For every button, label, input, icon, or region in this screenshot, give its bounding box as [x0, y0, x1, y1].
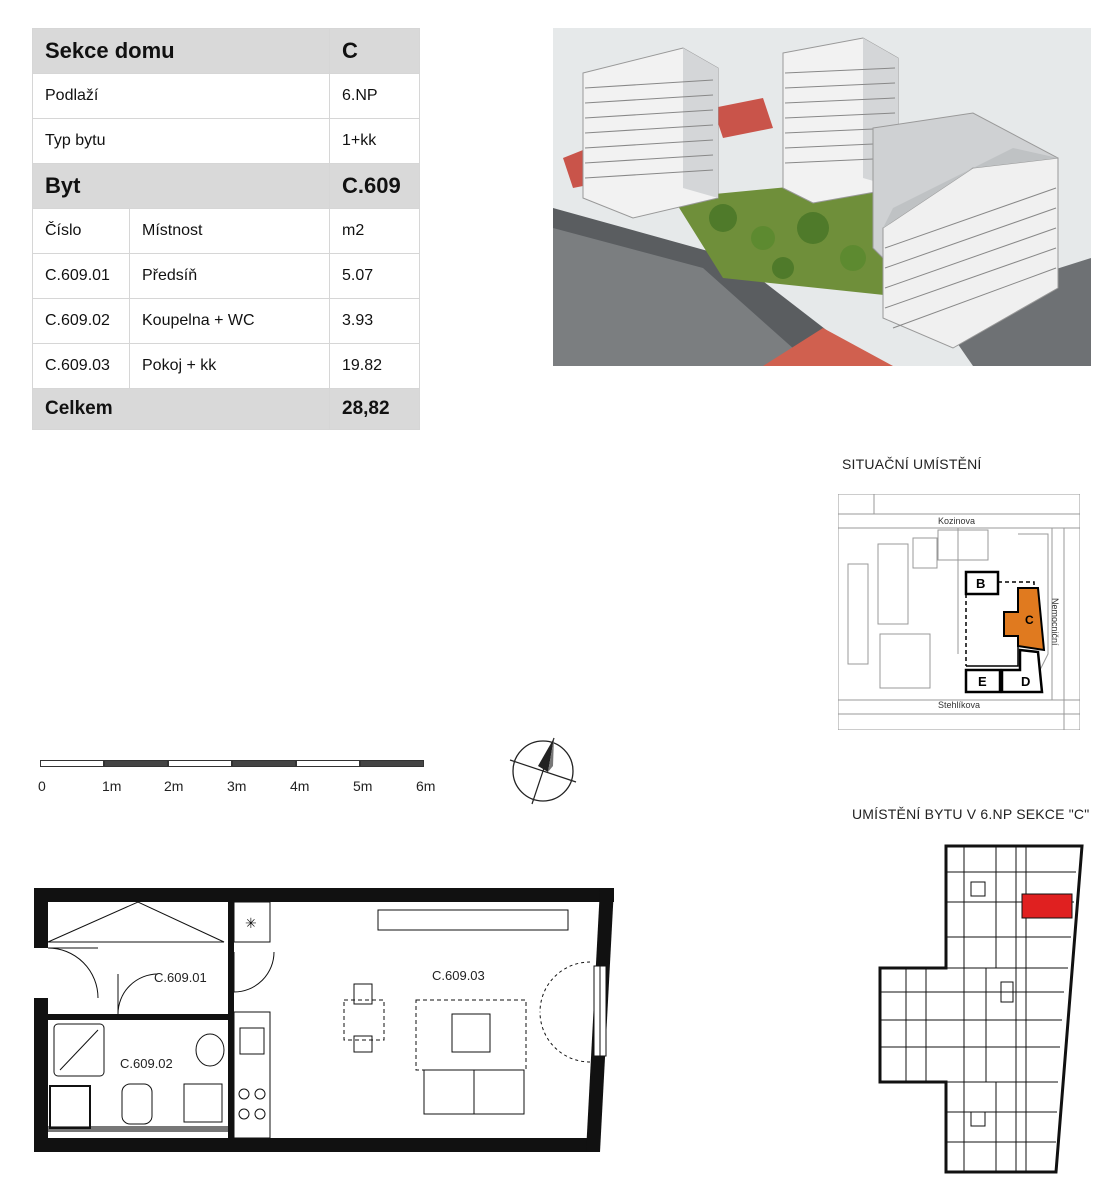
total-row: [33, 389, 420, 430]
total-label: Celkem: [33, 389, 330, 430]
room-area: 3.93: [330, 299, 420, 344]
floor-row: [33, 74, 420, 119]
room-name: Pokoj + kk: [130, 344, 330, 389]
type-value: 1+kk: [330, 119, 420, 164]
total-value: 28,82: [330, 389, 420, 430]
section-label: Sekce domu: [33, 29, 330, 74]
site-plan-map: [838, 494, 1080, 730]
block-e-label: E: [978, 674, 987, 689]
block-b-label: B: [976, 576, 986, 591]
svg-text:✳: ✳: [245, 916, 257, 932]
scale-label: 5m: [353, 778, 373, 794]
section-value: C: [330, 29, 420, 74]
floor-label: Podlaží: [33, 74, 330, 119]
room-number: C.609.02: [33, 299, 130, 344]
street-east-label: Nemocniční: [1050, 598, 1060, 646]
column-number-header: Číslo: [33, 209, 130, 254]
table-row: [33, 254, 420, 299]
street-north-label: Kozinova: [938, 516, 976, 526]
room-label-hall: C.609.01: [154, 970, 207, 985]
north-arrow-icon: [506, 736, 580, 806]
floor-location-plan: [876, 842, 1088, 1178]
column-area-header: m2: [330, 209, 420, 254]
unit-highlight: [1022, 894, 1072, 918]
type-row: [33, 119, 420, 164]
room-area: 5.07: [330, 254, 420, 299]
unit-label: Byt: [33, 164, 330, 209]
table-row: [33, 299, 420, 344]
block-c-label: C: [1025, 613, 1034, 627]
column-header-row: [33, 209, 420, 254]
room-name: Koupelna + WC: [130, 299, 330, 344]
unit-value: C.609: [330, 164, 420, 209]
room-label-living: C.609.03: [432, 968, 485, 983]
room-number: C.609.01: [33, 254, 130, 299]
unit-spec-table: [32, 28, 420, 430]
floor-location-title: UMÍSTĚNÍ BYTU V 6.NP SEKCE "C": [852, 806, 1090, 822]
scale-label: 3m: [227, 778, 247, 794]
room-label-bathroom: C.609.02: [120, 1056, 173, 1071]
type-label: Typ bytu: [33, 119, 330, 164]
room-area: 19.82: [330, 344, 420, 389]
scale-label: 1m: [102, 778, 122, 794]
scale-label: 0: [38, 778, 46, 794]
street-south-label: Stehlíkova: [938, 700, 981, 710]
table-row: [33, 344, 420, 389]
aerial-render-image: [553, 28, 1091, 366]
scale-label: 4m: [290, 778, 310, 794]
apartment-floor-plan: [34, 888, 620, 1152]
scale-label: 6m: [416, 778, 436, 794]
section-row: [33, 29, 420, 74]
room-name: Předsíň: [130, 254, 330, 299]
site-plan-title: SITUAČNÍ UMÍSTĚNÍ: [842, 456, 982, 472]
block-d-label: D: [1021, 674, 1031, 689]
block-c-highlight: [1004, 588, 1044, 650]
column-room-header: Místnost: [130, 209, 330, 254]
room-number: C.609.03: [33, 344, 130, 389]
unit-row: [33, 164, 420, 209]
floor-value: 6.NP: [330, 74, 420, 119]
scale-label: 2m: [164, 778, 184, 794]
scale-bar: [40, 760, 440, 800]
